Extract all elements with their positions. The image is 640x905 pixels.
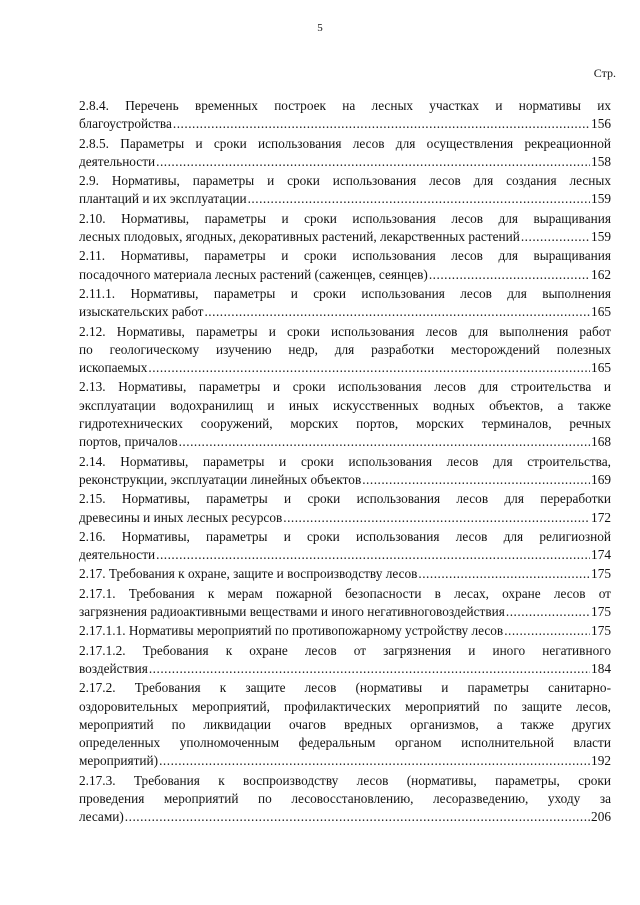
toc-entry[interactable] <box>79 247 611 284</box>
toc-entry-line: 2.11.1. Нормативы, параметры и сроки использования лесов для выполнения <box>79 285 611 301</box>
toc-entry-last-line <box>79 509 611 527</box>
toc-entry-line: оздоровительных мероприятий, профилактических мероприятий по защите лесов, <box>79 698 611 714</box>
toc-entry-title-end: воздействия <box>79 660 148 676</box>
toc-entry-line: 2.9. Нормативы, параметры и сроки использования лесов для создания лесных <box>79 173 611 189</box>
toc-entry-title-end: деятельности <box>79 547 156 563</box>
toc-entry-title-end: ископаемых <box>79 360 148 376</box>
toc-page-number: 174 <box>591 547 611 563</box>
toc-entry-line: 2.8.4. Перечень временных построек на лесных участках и нормативы их <box>79 98 611 113</box>
toc-entry-last-line <box>79 752 611 770</box>
toc-leader-dots <box>159 752 590 770</box>
toc-entry-last-line <box>79 115 611 133</box>
toc-leader-dots <box>204 303 590 321</box>
toc-entry-last-line <box>79 303 611 321</box>
toc-entry-last-line <box>79 266 611 284</box>
toc-page-number: 206 <box>591 809 611 825</box>
toc-entry-title-end: лесных плодовых, ягодных, декоративных растений, лекарственных растений <box>79 229 520 245</box>
toc-leader-dots <box>504 622 590 640</box>
toc-entry-title-end: изыскательских работ <box>79 304 204 320</box>
toc-entry-line: 2.12. Нормативы, параметры и сроки использования лесов для выполнения работ <box>79 323 611 339</box>
toc-page-number: 156 <box>591 116 611 132</box>
toc-leader-dots <box>521 228 590 246</box>
toc-leader-dots <box>283 509 590 527</box>
toc-leader-dots <box>156 153 590 171</box>
toc-entry-line: 2.14. Нормативы, параметры и сроки использования лесов для строительства, <box>79 453 611 469</box>
toc-leader-dots <box>248 190 590 208</box>
toc-page-number: 184 <box>591 660 611 676</box>
toc-leader-dots <box>173 115 590 133</box>
toc-page-number: 158 <box>591 153 611 169</box>
toc-entry-line: 2.16. Нормативы, параметры и сроки использования лесов для религиозной <box>79 528 611 544</box>
toc-page-number: 192 <box>591 753 611 769</box>
toc-entry-last-line <box>79 603 611 621</box>
toc-entry-last-line <box>79 660 611 678</box>
toc-entry[interactable] <box>79 490 611 527</box>
toc-entry-title-end: портов, причалов <box>79 434 178 450</box>
toc-entry-line: по геологическому изучению недр, для разработки месторождений полезных <box>79 341 611 357</box>
toc-leader-dots <box>148 359 590 377</box>
table-of-contents <box>79 97 611 828</box>
toc-entry-last-line <box>79 153 611 171</box>
toc-leader-dots <box>362 471 590 489</box>
toc-page-number: 168 <box>591 434 611 450</box>
toc-entry[interactable] <box>79 97 611 134</box>
toc-entry[interactable] <box>79 172 611 209</box>
toc-entry-last-line <box>79 359 611 377</box>
toc-entry-title-end: посадочного материала лесных растений (саженцев, сеянцев) <box>79 266 428 282</box>
page-column-header: Стр. <box>593 66 616 80</box>
toc-entry-title-end: мероприятий) <box>79 753 159 769</box>
toc-entry-line: 2.17.1. Требования к мерам пожарной безопасности в лесах, охране лесов от <box>79 585 611 601</box>
page-number: 5 <box>317 22 323 34</box>
toc-entry[interactable] <box>79 772 611 827</box>
toc-entry[interactable] <box>79 323 611 378</box>
toc-page-number: 159 <box>591 229 611 245</box>
toc-page-number: 172 <box>591 509 611 525</box>
toc-entry[interactable] <box>79 285 611 322</box>
toc-entry-title-end: деятельности <box>79 153 156 169</box>
toc-entry-line: 2.8.5. Параметры и сроки использования лесов для осуществления рекреационной <box>79 135 611 151</box>
toc-entry-title-end: реконструкции, эксплуатации линейных объектов <box>79 471 362 487</box>
toc-leader-dots <box>418 565 590 583</box>
toc-entry-line: 2.17.1.2. Требования к охране лесов от загрязнения и иного негативного <box>79 642 611 658</box>
toc-entry[interactable] <box>79 378 611 451</box>
toc-entry-title-end: древесины и иных лесных ресурсов <box>79 509 283 525</box>
toc-entry-title-end: лесами) <box>79 809 124 825</box>
toc-entry[interactable] <box>79 528 611 565</box>
toc-entry[interactable] <box>79 642 611 679</box>
toc-page-number: 175 <box>591 604 611 620</box>
toc-entry-last-line <box>79 471 611 489</box>
toc-entry[interactable] <box>79 585 611 622</box>
toc-page-number: 165 <box>591 360 611 376</box>
toc-entry-title-end: загрязнения радиоактивными веществами и иного негативноговоздействия <box>79 604 505 620</box>
toc-entry-line: эксплуатации водохранилищ и иных искусственных водных объектов, а также <box>79 397 611 413</box>
toc-entry-last-line <box>79 190 611 208</box>
toc-page-number: 175 <box>591 623 611 639</box>
toc-entry-last-line <box>79 565 611 583</box>
toc-leader-dots <box>125 808 590 826</box>
toc-entry-line: 2.10. Нормативы, параметры и сроки использования лесов для выращивания <box>79 210 611 226</box>
toc-leader-dots <box>429 266 590 284</box>
toc-entry-line: 2.13. Нормативы, параметры и сроки использования лесов для строительства и <box>79 379 611 395</box>
toc-entry[interactable] <box>79 210 611 247</box>
toc-entry[interactable] <box>79 453 611 490</box>
toc-page-number: 162 <box>591 266 611 282</box>
toc-entry-last-line <box>79 622 611 640</box>
toc-entry-last-line <box>79 546 611 564</box>
toc-entry-line: гидротехнических сооружений, морских портов, морских терминалов, речных <box>79 416 611 432</box>
toc-entry-line: определенных уполномоченным федеральным органом исполнительной власти <box>79 735 611 751</box>
toc-leader-dots <box>156 546 590 564</box>
toc-leader-dots <box>149 660 590 678</box>
toc-page-number: 169 <box>591 471 611 487</box>
toc-entry-line: мероприятий по ликвидации очагов вредных организмов, а также других <box>79 716 611 732</box>
toc-entry-line: 2.11. Нормативы, параметры и сроки использования лесов для выращивания <box>79 248 611 264</box>
toc-entry[interactable] <box>79 679 611 770</box>
toc-page-number: 165 <box>591 304 611 320</box>
toc-entry-title-end: 2.17. Требования к охране, защите и воспроизводству лесов <box>79 566 418 582</box>
toc-entry-title-end: 2.17.1.1. Нормативы мероприятий по противопожарному устройству лесов <box>79 623 504 639</box>
toc-entry-last-line <box>79 228 611 246</box>
toc-entry-line: проведения мероприятий по лесовосстановлению, лесоразведению, уходу за <box>79 790 611 806</box>
toc-entry[interactable] <box>79 565 611 583</box>
toc-page-number: 159 <box>591 191 611 207</box>
toc-entry[interactable] <box>79 135 611 172</box>
toc-entry-line: 2.15. Нормативы, параметры и сроки использования лесов для переработки <box>79 491 611 507</box>
toc-entry-line: 2.17.2. Требования к защите лесов (нормативы и параметры санитарно- <box>79 680 611 696</box>
toc-entry-title-end: плантаций и их эксплуатации <box>79 191 247 207</box>
toc-page-number: 175 <box>591 566 611 582</box>
toc-leader-dots <box>506 603 590 621</box>
toc-leader-dots <box>179 433 590 451</box>
toc-entry-last-line <box>79 433 611 451</box>
toc-entry-last-line <box>79 808 611 826</box>
toc-entry[interactable] <box>79 622 611 640</box>
toc-entry-line: 2.17.3. Требования к воспроизводству лесов (нормативы, параметры, сроки <box>79 772 611 788</box>
toc-entry-title-end: благоустройства <box>79 116 172 132</box>
